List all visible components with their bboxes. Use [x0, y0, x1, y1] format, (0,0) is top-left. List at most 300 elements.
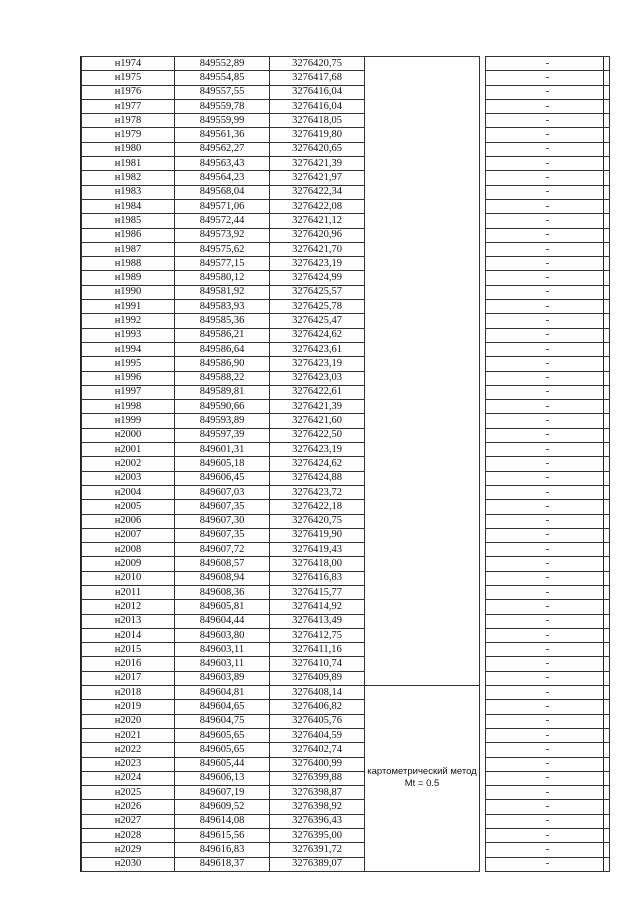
point-name-cell: н2020 — [82, 714, 175, 728]
error-cell: - — [486, 671, 610, 685]
method-cell — [365, 528, 480, 542]
point-name-cell: н1980 — [82, 142, 175, 156]
error-cell: - — [486, 400, 610, 414]
x-coordinate-cell: 849586,90 — [175, 357, 270, 371]
table-row — [82, 71, 610, 85]
x-coordinate-cell: 849606,13 — [175, 771, 270, 785]
x-coordinate-cell: 849606,45 — [175, 471, 270, 485]
error-cell: - — [486, 585, 610, 599]
method-cell — [365, 242, 480, 256]
error-cell: - — [486, 57, 610, 71]
error-cell: - — [486, 328, 610, 342]
table-row — [82, 185, 610, 199]
y-coordinate-cell: 3276408,14 — [270, 686, 365, 700]
point-name-cell: н1984 — [82, 199, 175, 213]
error-cell: - — [486, 557, 610, 571]
table-row — [82, 171, 610, 185]
document-page — [80, 56, 604, 872]
table-row — [82, 557, 610, 571]
point-name-cell: н2015 — [82, 643, 175, 657]
x-coordinate-cell: 849586,64 — [175, 342, 270, 356]
y-coordinate-cell: 3276398,87 — [270, 786, 365, 800]
x-coordinate-cell: 849589,81 — [175, 385, 270, 399]
point-name-cell: н2018 — [82, 686, 175, 700]
x-coordinate-cell: 849603,11 — [175, 643, 270, 657]
point-name-cell: н1996 — [82, 371, 175, 385]
table-row — [82, 728, 610, 742]
error-cell: - — [486, 800, 610, 814]
point-name-cell: н1982 — [82, 171, 175, 185]
error-cell: - — [486, 814, 610, 828]
error-cell: - — [486, 99, 610, 113]
x-coordinate-cell: 849604,81 — [175, 686, 270, 700]
error-cell: - — [486, 686, 610, 700]
point-name-cell: н1985 — [82, 214, 175, 228]
x-coordinate-cell: 849609,52 — [175, 800, 270, 814]
method-cell — [365, 485, 480, 499]
y-coordinate-cell: 3276424,62 — [270, 457, 365, 471]
table-row — [82, 771, 610, 785]
error-cell: - — [486, 257, 610, 271]
table-row — [82, 443, 610, 457]
error-cell: - — [486, 428, 610, 442]
method-cell — [365, 357, 480, 371]
error-cell: - — [486, 643, 610, 657]
y-coordinate-cell: 3276413,49 — [270, 614, 365, 628]
x-coordinate-cell: 849607,03 — [175, 485, 270, 499]
y-coordinate-cell: 3276424,88 — [270, 471, 365, 485]
y-coordinate-cell: 3276425,47 — [270, 314, 365, 328]
x-coordinate-cell: 849608,94 — [175, 571, 270, 585]
table-row — [82, 585, 610, 599]
method-cell — [365, 285, 480, 299]
y-coordinate-cell: 3276425,57 — [270, 285, 365, 299]
table-row — [82, 628, 610, 642]
method-cell — [365, 371, 480, 385]
method-cell — [365, 443, 480, 457]
y-coordinate-cell: 3276398,92 — [270, 800, 365, 814]
error-cell: - — [486, 199, 610, 213]
x-coordinate-cell: 849614,08 — [175, 814, 270, 828]
table-row — [82, 128, 610, 142]
x-coordinate-cell: 849604,44 — [175, 614, 270, 628]
table-row — [82, 328, 610, 342]
table-row — [82, 485, 610, 499]
y-coordinate-cell: 3276422,18 — [270, 500, 365, 514]
error-cell: - — [486, 543, 610, 557]
point-name-cell: н2013 — [82, 614, 175, 628]
table-row — [82, 614, 610, 628]
error-cell: - — [486, 857, 610, 871]
point-name-cell: н1976 — [82, 85, 175, 99]
y-coordinate-cell: 3276423,72 — [270, 485, 365, 499]
table-row — [82, 657, 610, 671]
point-name-cell: н2028 — [82, 829, 175, 843]
x-coordinate-cell: 849605,81 — [175, 600, 270, 614]
error-cell: - — [486, 514, 610, 528]
x-coordinate-cell: 849562,27 — [175, 142, 270, 156]
x-coordinate-cell: 849603,89 — [175, 671, 270, 685]
point-name-cell: н2005 — [82, 500, 175, 514]
y-coordinate-cell: 3276422,34 — [270, 185, 365, 199]
error-cell: - — [486, 743, 610, 757]
error-cell: - — [486, 128, 610, 142]
y-coordinate-cell: 3276404,59 — [270, 728, 365, 742]
x-coordinate-cell: 849552,89 — [175, 57, 270, 71]
error-cell: - — [486, 214, 610, 228]
table-row — [82, 686, 610, 700]
y-coordinate-cell: 3276395,00 — [270, 829, 365, 843]
point-name-cell: н1998 — [82, 400, 175, 414]
error-cell: - — [486, 357, 610, 371]
x-coordinate-cell: 849577,15 — [175, 257, 270, 271]
point-name-cell: н2004 — [82, 485, 175, 499]
x-coordinate-cell: 849573,92 — [175, 228, 270, 242]
point-name-cell: н1979 — [82, 128, 175, 142]
point-name-cell: н2029 — [82, 843, 175, 857]
method-cell — [365, 185, 480, 199]
error-cell: - — [486, 271, 610, 285]
point-name-cell: н2012 — [82, 600, 175, 614]
error-cell: - — [486, 528, 610, 542]
x-coordinate-cell: 849604,75 — [175, 714, 270, 728]
method-cell — [365, 385, 480, 399]
error-cell: - — [486, 571, 610, 585]
table-row — [82, 457, 610, 471]
coordinates-table — [81, 56, 610, 872]
method-cell — [365, 71, 480, 85]
point-name-cell: н1986 — [82, 228, 175, 242]
error-cell: - — [486, 242, 610, 256]
point-name-cell: н2000 — [82, 428, 175, 442]
table-row — [82, 228, 610, 242]
table-row — [82, 114, 610, 128]
x-coordinate-cell: 849607,19 — [175, 786, 270, 800]
method-cell — [365, 414, 480, 428]
method-cell — [365, 614, 480, 628]
table-row — [82, 471, 610, 485]
table-row — [82, 400, 610, 414]
y-coordinate-cell: 3276412,75 — [270, 628, 365, 642]
point-name-cell: н2010 — [82, 571, 175, 585]
method-cell — [365, 228, 480, 242]
y-coordinate-cell: 3276422,61 — [270, 385, 365, 399]
y-coordinate-cell: 3276421,39 — [270, 157, 365, 171]
method-cell — [365, 671, 480, 685]
x-coordinate-cell: 849559,99 — [175, 114, 270, 128]
y-coordinate-cell: 3276416,04 — [270, 85, 365, 99]
point-name-cell: н1975 — [82, 71, 175, 85]
table-row — [82, 85, 610, 99]
y-coordinate-cell: 3276424,99 — [270, 271, 365, 285]
error-cell: - — [486, 628, 610, 642]
table-row — [82, 800, 610, 814]
y-coordinate-cell: 3276406,82 — [270, 700, 365, 714]
table-row — [82, 157, 610, 171]
error-cell: - — [486, 829, 610, 843]
table-row — [82, 843, 610, 857]
point-name-cell: н1992 — [82, 314, 175, 328]
point-name-cell: н2024 — [82, 771, 175, 785]
table-row — [82, 643, 610, 657]
method-cell — [365, 114, 480, 128]
error-cell: - — [486, 71, 610, 85]
point-name-cell: н1997 — [82, 385, 175, 399]
y-coordinate-cell: 3276422,50 — [270, 428, 365, 442]
point-name-cell: н2008 — [82, 543, 175, 557]
x-coordinate-cell: 849571,06 — [175, 199, 270, 213]
x-coordinate-cell: 849607,35 — [175, 500, 270, 514]
method-cell — [365, 500, 480, 514]
point-name-cell: н2003 — [82, 471, 175, 485]
x-coordinate-cell: 849554,85 — [175, 71, 270, 85]
y-coordinate-cell: 3276402,74 — [270, 743, 365, 757]
y-coordinate-cell: 3276420,96 — [270, 228, 365, 242]
table-row — [82, 743, 610, 757]
table-row — [82, 500, 610, 514]
table-row — [82, 242, 610, 256]
x-coordinate-cell: 849572,44 — [175, 214, 270, 228]
y-coordinate-cell: 3276414,92 — [270, 600, 365, 614]
method-cell — [365, 543, 480, 557]
error-cell: - — [486, 300, 610, 314]
y-coordinate-cell: 3276396,43 — [270, 814, 365, 828]
point-name-cell: н1999 — [82, 414, 175, 428]
method-cell — [365, 571, 480, 585]
error-cell: - — [486, 843, 610, 857]
point-name-cell: н1981 — [82, 157, 175, 171]
error-cell: - — [486, 657, 610, 671]
x-coordinate-cell: 849588,22 — [175, 371, 270, 385]
point-name-cell: н2002 — [82, 457, 175, 471]
y-coordinate-cell: 3276421,60 — [270, 414, 365, 428]
y-coordinate-cell: 3276423,03 — [270, 371, 365, 385]
x-coordinate-cell: 849586,21 — [175, 328, 270, 342]
x-coordinate-cell: 849615,56 — [175, 829, 270, 843]
x-coordinate-cell: 849563,43 — [175, 157, 270, 171]
method-cell — [365, 400, 480, 414]
error-cell: - — [486, 371, 610, 385]
x-coordinate-cell: 849607,30 — [175, 514, 270, 528]
y-coordinate-cell: 3276423,19 — [270, 357, 365, 371]
x-coordinate-cell: 849593,89 — [175, 414, 270, 428]
point-name-cell: н2019 — [82, 700, 175, 714]
error-cell: - — [486, 500, 610, 514]
error-cell: - — [486, 700, 610, 714]
table-row — [82, 671, 610, 685]
error-cell: - — [486, 771, 610, 785]
y-coordinate-cell: 3276409,89 — [270, 671, 365, 685]
error-cell: - — [486, 85, 610, 99]
method-cell — [365, 257, 480, 271]
table-row — [82, 528, 610, 542]
point-name-cell: н1994 — [82, 342, 175, 356]
method-cell — [365, 457, 480, 471]
y-coordinate-cell: 3276423,61 — [270, 342, 365, 356]
table-row — [82, 600, 610, 614]
point-name-cell: н1983 — [82, 185, 175, 199]
table-row — [82, 371, 610, 385]
x-coordinate-cell: 849568,04 — [175, 185, 270, 199]
y-coordinate-cell: 3276416,83 — [270, 571, 365, 585]
point-name-cell: н2021 — [82, 728, 175, 742]
method-cell — [365, 214, 480, 228]
x-coordinate-cell: 849605,65 — [175, 743, 270, 757]
error-cell: - — [486, 171, 610, 185]
table-row — [82, 314, 610, 328]
x-coordinate-cell: 849580,12 — [175, 271, 270, 285]
method-cell — [365, 57, 480, 71]
y-coordinate-cell: 3276419,43 — [270, 543, 365, 557]
point-name-cell: н1988 — [82, 257, 175, 271]
point-name-cell: н1993 — [82, 328, 175, 342]
x-coordinate-cell: 849608,57 — [175, 557, 270, 571]
x-coordinate-cell: 849557,55 — [175, 85, 270, 99]
x-coordinate-cell: 849616,83 — [175, 843, 270, 857]
error-cell: - — [486, 714, 610, 728]
method-cell — [365, 300, 480, 314]
error-cell: - — [486, 385, 610, 399]
point-name-cell: н2014 — [82, 628, 175, 642]
method-cell — [365, 142, 480, 156]
method-cell — [365, 585, 480, 599]
y-coordinate-cell: 3276389,07 — [270, 857, 365, 871]
point-name-cell: н2016 — [82, 657, 175, 671]
table-row — [82, 357, 610, 371]
point-name-cell: н2011 — [82, 585, 175, 599]
y-coordinate-cell: 3276425,78 — [270, 300, 365, 314]
table-row — [82, 814, 610, 828]
y-coordinate-cell: 3276411,16 — [270, 643, 365, 657]
x-coordinate-cell: 849618,37 — [175, 857, 270, 871]
x-coordinate-cell: 849575,62 — [175, 242, 270, 256]
coordinates-table-body — [82, 57, 610, 872]
table-row — [82, 385, 610, 399]
y-coordinate-cell: 3276418,05 — [270, 114, 365, 128]
method-cell — [365, 128, 480, 142]
point-name-cell: н1990 — [82, 285, 175, 299]
point-name-cell: н2006 — [82, 514, 175, 528]
y-coordinate-cell: 3276410,74 — [270, 657, 365, 671]
x-coordinate-cell: 849607,72 — [175, 543, 270, 557]
point-name-cell: н1991 — [82, 300, 175, 314]
x-coordinate-cell: 849605,44 — [175, 757, 270, 771]
table-row — [82, 700, 610, 714]
x-coordinate-cell: 849559,78 — [175, 99, 270, 113]
method-cell — [365, 328, 480, 342]
y-coordinate-cell: 3276424,62 — [270, 328, 365, 342]
table-row — [82, 199, 610, 213]
x-coordinate-cell: 849585,36 — [175, 314, 270, 328]
error-cell: - — [486, 314, 610, 328]
x-coordinate-cell: 849604,65 — [175, 700, 270, 714]
method-cell — [365, 314, 480, 328]
y-coordinate-cell: 3276391,72 — [270, 843, 365, 857]
point-name-cell: н1974 — [82, 57, 175, 71]
y-coordinate-cell: 3276405,76 — [270, 714, 365, 728]
x-coordinate-cell: 849603,80 — [175, 628, 270, 642]
y-coordinate-cell: 3276421,97 — [270, 171, 365, 185]
y-coordinate-cell: 3276423,19 — [270, 257, 365, 271]
x-coordinate-cell: 849601,31 — [175, 443, 270, 457]
method-cell — [365, 157, 480, 171]
y-coordinate-cell: 3276422,08 — [270, 199, 365, 213]
x-coordinate-cell: 849605,18 — [175, 457, 270, 471]
error-cell: - — [486, 443, 610, 457]
x-coordinate-cell: 849583,93 — [175, 300, 270, 314]
table-row — [82, 57, 610, 71]
point-name-cell: н1995 — [82, 357, 175, 371]
error-cell: - — [486, 185, 610, 199]
error-cell: - — [486, 414, 610, 428]
y-coordinate-cell: 3276420,65 — [270, 142, 365, 156]
point-name-cell: н1978 — [82, 114, 175, 128]
error-cell: - — [486, 757, 610, 771]
table-row — [82, 428, 610, 442]
method-cell — [365, 643, 480, 657]
method-cell — [365, 85, 480, 99]
table-row — [82, 543, 610, 557]
error-cell: - — [486, 114, 610, 128]
y-coordinate-cell: 3276421,12 — [270, 214, 365, 228]
table-row — [82, 714, 610, 728]
y-coordinate-cell: 3276420,75 — [270, 514, 365, 528]
error-cell: - — [486, 342, 610, 356]
x-coordinate-cell: 849605,65 — [175, 728, 270, 742]
point-name-cell: н2025 — [82, 786, 175, 800]
table-row — [82, 786, 610, 800]
point-name-cell: н2027 — [82, 814, 175, 828]
x-coordinate-cell: 849607,35 — [175, 528, 270, 542]
method-cell — [365, 342, 480, 356]
error-cell: - — [486, 614, 610, 628]
point-name-cell: н1987 — [82, 242, 175, 256]
table-row — [82, 857, 610, 871]
y-coordinate-cell: 3276399,88 — [270, 771, 365, 785]
x-coordinate-cell: 849581,92 — [175, 285, 270, 299]
error-cell: - — [486, 728, 610, 742]
x-coordinate-cell: 849564,23 — [175, 171, 270, 185]
point-name-cell: н2026 — [82, 800, 175, 814]
table-row — [82, 342, 610, 356]
x-coordinate-cell: 849603,11 — [175, 657, 270, 671]
error-cell: - — [486, 485, 610, 499]
x-coordinate-cell: 849590,66 — [175, 400, 270, 414]
error-cell: - — [486, 228, 610, 242]
table-row — [82, 257, 610, 271]
y-coordinate-cell: 3276421,70 — [270, 242, 365, 256]
table-row — [82, 99, 610, 113]
method-cell — [365, 557, 480, 571]
x-coordinate-cell: 849597,39 — [175, 428, 270, 442]
point-name-cell: н2022 — [82, 743, 175, 757]
y-coordinate-cell: 3276400,99 — [270, 757, 365, 771]
x-coordinate-cell: 849561,36 — [175, 128, 270, 142]
error-cell: - — [486, 457, 610, 471]
table-row — [82, 214, 610, 228]
table-row — [82, 757, 610, 771]
error-cell: - — [486, 285, 610, 299]
y-coordinate-cell: 3276420,75 — [270, 57, 365, 71]
y-coordinate-cell: 3276421,39 — [270, 400, 365, 414]
error-cell: - — [486, 600, 610, 614]
error-cell: - — [486, 786, 610, 800]
y-coordinate-cell: 3276415,77 — [270, 585, 365, 599]
method-cell — [365, 628, 480, 642]
point-name-cell: н2001 — [82, 443, 175, 457]
point-name-cell: н2023 — [82, 757, 175, 771]
table-row — [82, 300, 610, 314]
